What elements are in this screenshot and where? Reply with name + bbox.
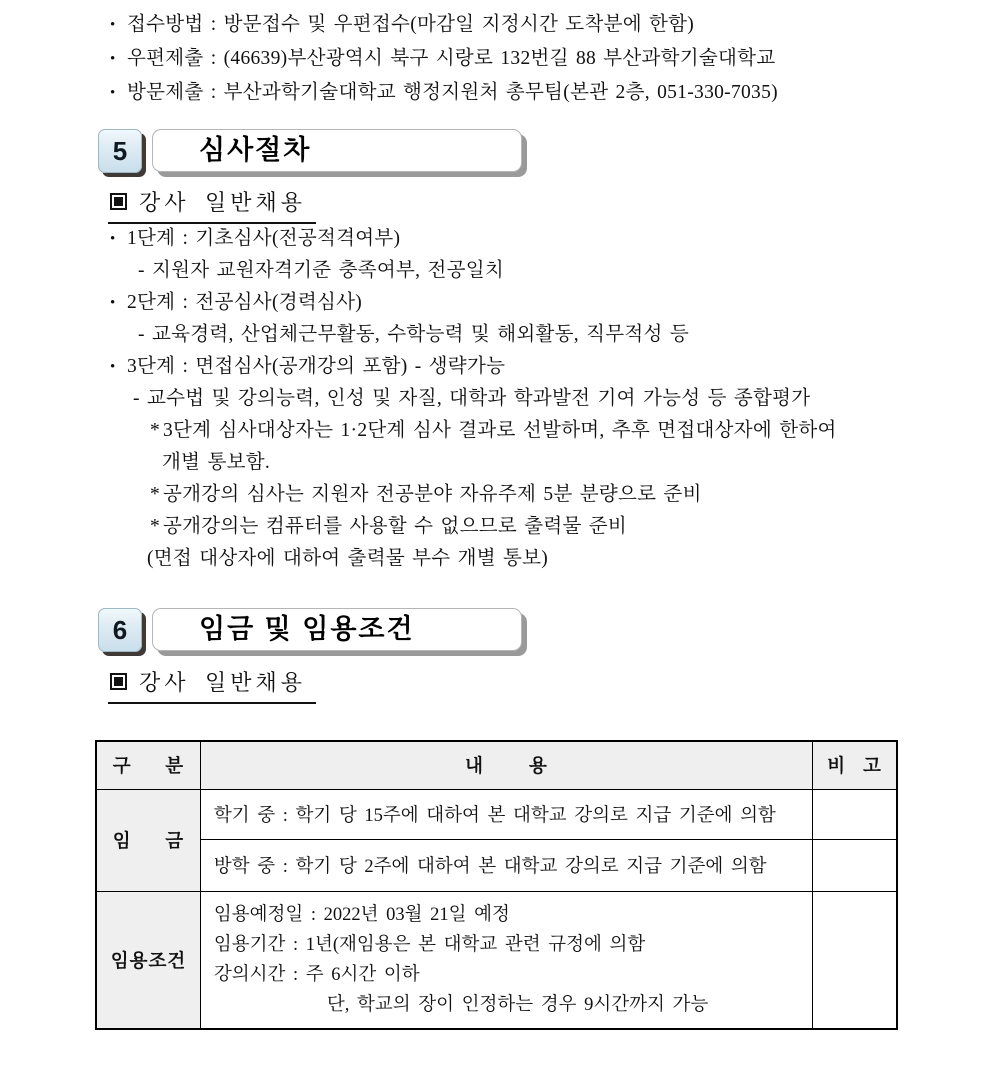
wage-conditions-table — [95, 740, 898, 1030]
conditions-label-cell: 임용조건 — [96, 891, 200, 1029]
header-category: 구 분 — [96, 741, 200, 789]
header-content: 내 용 — [200, 741, 812, 789]
square-marker-icon — [110, 673, 127, 690]
asterisk-icon: * — [150, 484, 161, 505]
subsection-title: 강사 일반채용 — [139, 670, 307, 695]
header-remark: 비 고 — [813, 741, 897, 789]
section5-subsection-heading — [108, 186, 316, 224]
table-row — [96, 789, 897, 839]
dash-icon: - — [133, 388, 140, 409]
remark-cell — [813, 839, 897, 891]
list-item-text: 공개강의는 컴퓨터를 사용할 수 없으므로 출력물 준비 — [163, 516, 628, 537]
table-row — [96, 839, 897, 891]
list-item — [110, 415, 837, 447]
list-item-text: 방문제출 : 부산과학기술대학교 행정지원처 총무팀(본관 2층, 051-330-7035) — [127, 82, 778, 103]
condition-line: 임용기간 : 1년(재임용은 본 대학교 관련 규정에 의함 — [213, 934, 646, 955]
list-item-text: 교육경력, 산업체근무활동, 수학능력 및 해외활동, 직무적성 등 — [152, 324, 690, 345]
table-header-row — [96, 741, 897, 789]
asterisk-icon: * — [150, 516, 161, 537]
list-item — [110, 319, 837, 351]
submission-info-list — [110, 8, 778, 110]
section6-number-badge: 6 — [98, 608, 142, 652]
wage-vacation-cell: 방학 중 : 학기 당 2주에 대하여 본 대학교 강의로 지급 기준에 의함 — [200, 839, 812, 891]
condition-line: 단, 학교의 장이 인정하는 경우 9시간까지 가능 — [326, 994, 709, 1015]
list-item — [110, 76, 778, 110]
table-row — [96, 891, 897, 1029]
list-item — [110, 511, 837, 543]
list-item — [110, 42, 778, 76]
bullet-icon: • — [110, 17, 116, 33]
asterisk-icon: * — [150, 420, 161, 441]
list-item — [110, 287, 837, 319]
section6-subsection-heading — [108, 666, 316, 704]
list-item-text: (면접 대상자에 대하여 출력물 부수 개별 통보) — [147, 548, 549, 569]
list-item-text: 3단계 심사대상자는 1·2단계 심사 결과로 선발하며, 추후 면접대상자에 한하여 — [163, 420, 837, 441]
list-item-text: 개별 통보함. — [162, 452, 271, 473]
list-item — [110, 8, 778, 42]
bullet-icon: • — [110, 51, 116, 67]
bullet-icon: • — [110, 231, 116, 247]
condition-line: 임용예정일 : 2022년 03월 21일 예정 — [213, 904, 510, 925]
list-item-text: 1단계 : 기초심사(전공적격여부) — [127, 228, 401, 249]
wage-semester-cell: 학기 중 : 학기 당 15주에 대하여 본 대학교 강의로 지급 기준에 의함 — [200, 789, 812, 839]
list-item-text: 공개강의 심사는 지원자 전공분야 자유주제 5분 분량으로 준비 — [163, 484, 702, 505]
conditions-content-cell — [200, 891, 812, 1029]
square-marker-icon — [110, 193, 127, 210]
section6-header — [98, 608, 522, 652]
section5-number-badge: 5 — [98, 129, 142, 173]
list-item-text: 접수방법 : 방문접수 및 우편접수(마감일 지정시간 도착분에 한함) — [127, 14, 695, 35]
subsection-title: 강사 일반채용 — [139, 190, 307, 215]
list-item — [110, 479, 837, 511]
dash-icon: - — [138, 260, 145, 281]
list-item-text: 교수법 및 강의능력, 인성 및 자질, 대학과 학과발전 기여 가능성 등 종합평가 — [147, 388, 811, 409]
bullet-icon: • — [110, 85, 116, 101]
list-item — [110, 383, 837, 415]
remark-cell — [813, 789, 897, 839]
dash-icon: - — [138, 324, 145, 345]
list-item-text: 3단계 : 면접심사(공개강의 포함) - 생략가능 — [127, 356, 506, 377]
bullet-icon: • — [110, 295, 116, 311]
section5-header — [98, 129, 522, 173]
bullet-icon: • — [110, 359, 116, 375]
condition-line: 강의시간 : 주 6시간 이하 — [213, 964, 420, 985]
list-item — [110, 351, 837, 383]
list-item-text: 우편제출 : (46639)부산광역시 북구 시랑로 132번길 88 부산과학기술대학교 — [127, 48, 776, 69]
list-item — [110, 543, 837, 575]
list-item-text: 2단계 : 전공심사(경력심사) — [127, 292, 363, 313]
list-item-text: 지원자 교원자격기준 충족여부, 전공일치 — [152, 260, 505, 281]
wage-label-cell: 임 금 — [96, 789, 200, 891]
remark-cell — [813, 891, 897, 1029]
list-item — [110, 447, 837, 479]
list-item — [110, 255, 837, 287]
review-procedure-list — [110, 223, 837, 575]
section6-title: 임금 및 임용조건 — [152, 608, 522, 651]
list-item — [110, 223, 837, 255]
section5-title: 심사절차 — [152, 129, 522, 172]
